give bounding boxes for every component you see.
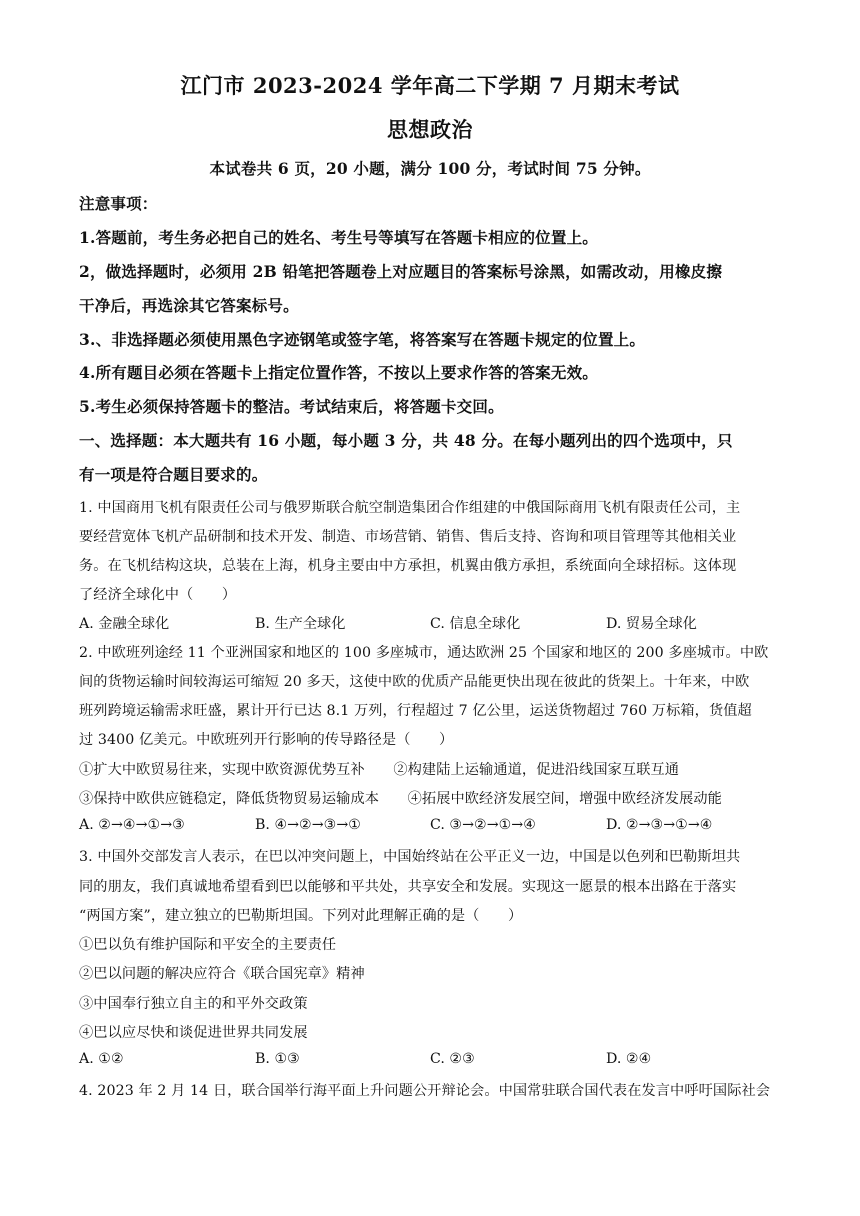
question-3-text: 同的朋友，我们真诚地希望看到巴以能够和平共处，共享安全和发展。实现这一愿景的根本出路在于落实 bbox=[79, 879, 737, 895]
question-3-text: 3. 中国外交部发言人表示，在巴以冲突问题上，中国始终站在公平正义一边，中国是以色列和巴勒斯坦共 bbox=[79, 849, 741, 865]
note-item: 2，做选择题时，必须用 2B 铅笔把答题卷上对应题目的答案标号涂黑，如需改动，用橡皮擦 bbox=[79, 262, 723, 281]
q3-statement: ③中国奉行独立自主的和平外交政策 bbox=[79, 996, 308, 1012]
section-heading: 有一项是符合题目要求的。 bbox=[79, 465, 268, 484]
q3-option-a: A. ①② bbox=[79, 1051, 124, 1067]
note-item: 1.答题前，考生务必把自己的姓名、考生号等填写在答题卡相应的位置上。 bbox=[79, 228, 598, 247]
notes-heading: 注意事项： bbox=[79, 194, 158, 213]
question-3-text: “两国方案”，建立独立的巴勒斯坦国。下列对此理解正确的是（ ） bbox=[79, 908, 523, 924]
q2-option-a: A. ②→④→①→③ bbox=[79, 817, 185, 833]
q2-option-c: C. ③→②→①→④ bbox=[430, 817, 536, 833]
note-item: 5.考生必须保持答题卡的整洁。考试结束后，将答题卡交回。 bbox=[79, 397, 504, 416]
q3-statement: ①巴以负有维护国际和平安全的主要责任 bbox=[79, 937, 337, 953]
q3-statement: ②巴以问题的解决应符合《联合国宪章》精神 bbox=[79, 966, 365, 982]
q1-option-a: A. 金融全球化 bbox=[79, 616, 170, 632]
q1-option-b: B. 生产全球化 bbox=[255, 616, 346, 632]
question-1-text: 1. 中国商用飞机有限责任公司与俄罗斯联合航空制造集团合作组建的中俄国际商用飞机有限责任公司，主 bbox=[79, 500, 741, 516]
question-4-text: 4. 2023 年 2 月 14 日，联合国举行海平面上升问题公开辩论会。中国常驻联合国代表在发言中呼吁国际社会 bbox=[79, 1083, 771, 1099]
q3-statement: ④巴以应尽快和谈促进世界共同发展 bbox=[79, 1025, 308, 1041]
question-1-text: 务。在飞机结构这块，总装在上海，机身主要由中方承担，机翼由俄方承担，系统面向全球招标。这体现 bbox=[79, 558, 737, 574]
q3-option-b: B. ①③ bbox=[255, 1051, 300, 1067]
exam-subject: 思想政治 bbox=[387, 117, 473, 142]
question-2-text: 间的货物运输时间较海运可缩短 20 多天，这使中欧的优质产品能更快出现在彼此的货架上。十年来，中欧 bbox=[79, 674, 750, 690]
q2-option-d: D. ②→③→①→④ bbox=[606, 817, 713, 833]
exam-title: 江门市 2023-2024 学年高二下学期 7 月期末考试 bbox=[180, 73, 680, 98]
q1-option-c: C. 信息全球化 bbox=[430, 616, 521, 632]
question-2-text: 2. 中欧班列途经 11 个亚洲国家和地区的 100 多座城市，通达欧洲 25 个国家和地区的 200 多座城市。中欧 bbox=[79, 645, 769, 661]
section-heading: 一、选择题：本大题共有 16 小题，每小题 3 分，共 48 分。在每小题列出的四个选项中，只 bbox=[79, 431, 733, 450]
q2-option-b: B. ④→②→③→① bbox=[255, 817, 361, 833]
exam-info: 本试卷共 6 页，20 小题，满分 100 分，考试时间 75 分钟。 bbox=[209, 159, 651, 178]
question-2-text: 班列跨境运输需求旺盛，累计开行已达 8.1 万列，行程超过 7 亿公里，运送货物超过 760 万标箱，货值超 bbox=[79, 703, 752, 719]
note-item: 干净后，再选涂其它答案标号。 bbox=[79, 296, 299, 315]
q1-option-d: D. 贸易全球化 bbox=[606, 616, 697, 632]
question-1-text: 要经营宽体飞机产品研制和技术开发、制造、市场营销、销售、售后支持、咨询和项目管理等其他相关业 bbox=[79, 529, 737, 545]
q2-statements: ①扩大中欧贸易往来，实现中欧资源优势互补 ②构建陆上运输通道，促进沿线国家互联互通 bbox=[79, 762, 680, 778]
q2-statements: ③保持中欧供应链稳定，降低货物贸易运输成本 ④拓展中欧经济发展空间，增强中欧经济发展动能 bbox=[79, 791, 722, 807]
q3-option-c: C. ②③ bbox=[430, 1051, 475, 1067]
q3-option-d: D. ②④ bbox=[606, 1051, 652, 1067]
question-2-text: 过 3400 亿美元。中欧班列开行影响的传导路径是（ ） bbox=[79, 732, 454, 748]
question-1-text: 了经济全球化中（ ） bbox=[79, 587, 237, 603]
note-item: 3.、非选择题必须使用黑色字迹钢笔或签字笔，将答案写在答题卡规定的位置上。 bbox=[79, 330, 646, 349]
note-item: 4.所有题目必须在答题卡上指定位置作答，不按以上要求作答的答案无效。 bbox=[79, 363, 598, 382]
